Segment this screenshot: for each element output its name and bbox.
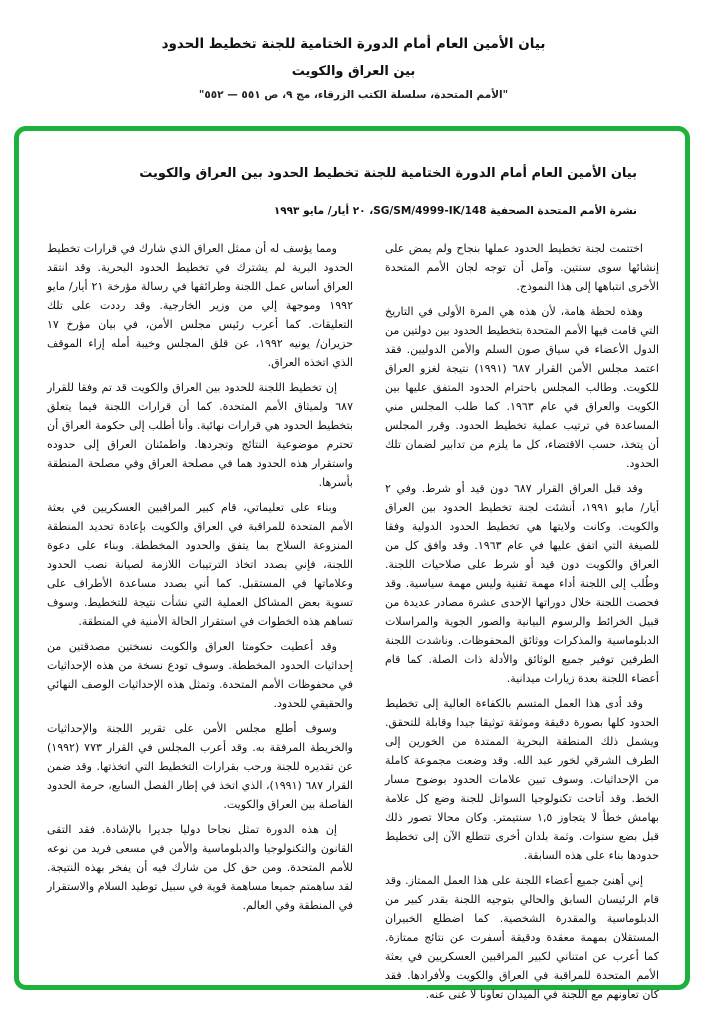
paragraph: إن تخطيط اللجنة للحدود بين العراق والكويت قد تم وفقا للقرار ٦٨٧ ولميثاق الأمم المتحدة. كما أن قرارات اللجنة فيما يتعلق بتخطيط الحدود هي قرارات نهائية. وأنا أطلب إلى حكومة العراق أن تحترم موضوعية النتائج وتجردها. واطمئنان العراق إلى حدوده واستقرار هذه الحدود هما في مصلحة العراق وفي مصلحة المنطقة بأسرها. (47, 381, 353, 489)
column-right (385, 239, 659, 1010)
document-title: بيان الأمين العام أمام الدورة الختامية للجنة تخطيط الحدود بين العراق والكويت (139, 166, 637, 181)
paragraph: ومما يؤسف له أن ممثل العراق الذي شارك في قرارات تخطيط الحدود البرية لم يشترك في تخطيط الحدود البحرية. وقد انتقد العراق أساس عمل اللجنة وطرائقها في رسالة مؤرخة ٢١ أيار/ مايو ١٩٩٢ وموجهة إلي من وزير الخارجية. وقد رددت على تلك التعليقات. كما أعرب رئيس مجلس الأمن، في بيان مؤرخ ١٧ حزيران/ يونيه ١٩٩٢، عن قلق المجلس وخيبة أمله إزاء الموقف الذي اتخذه العراق. (47, 242, 353, 369)
paragraph: إن هذه الدورة تمثل نجاحا دوليا جديرا بالإشادة. فقد التقى القانون والتكنولوجيا والدبلوماسية والأمن في مسعى فريد من نوعه للأمم المتحدة. ومن حق كل من شارك فيه أن يفخر بهذه النتيجة. لقد ساهمتم جميعا مساهمة قوية في سبيل توطيد السلام والاستقرار في المنطقة وفي العالم. (47, 823, 353, 912)
paragraph: وقد أعطيت حكومتا العراق والكويت نسختين مصدقتين من إحداثيات الحدود المخططة. وسوف تودع نسخة من هذه الإحداثيات في محفوظات الأمم المتحدة. وتمثل هذه الإحداثيات الوصف النهائي والحقيقي للحدود. (47, 640, 353, 710)
page-reference: "الأمم المتحدة، سلسلة الكتب الزرقاء، مج ٩، ص ٥٥١ — ٥٥٢" (198, 89, 509, 101)
paragraph: إني أهنئ جميع أعضاء اللجنة على هذا العمل الممتاز. وقد قام الرئيسان السابق والحالي بتوجيه اللجنة بقدر كبير من الدبلوماسية والمقدرة الشخصية. كما اضطلع الخبيران المستقلان بمهمة معقدة ودقيقة أسفرت عن نتائج ممتازة. كما أعرب عن امتناني لكبير المراقبين العسكريين في بعثة الأمم المتحدة للمراقبة في العراق والكويت ولأفرادها. فقد كان تعاونهم مع اللجنة في الميدان تعاونا لا غنى عنه. (385, 874, 659, 1001)
paragraph: وسوف أطلع مجلس الأمن على تقرير اللجنة والإحداثيات والخريطة المرفقة به. وقد أعرب المجلس في القرار ٧٧٣ (١٩٩٢) عن تقديره للجنة ورحب بقرارات التخطيط التي اتخذتها. وقد ضمن القرار ٦٨٧ (١٩٩١)، الذي اتخذ في إطار الفصل السابع، حرمة الحدود الفاصلة بين العراق والكويت. (47, 722, 353, 811)
paragraph: اختتمت لجنة تخطيط الحدود عملها بنجاح ولم يمض على إنشائها سوى سنتين. وآمل أن توجه لجان الأمم المتحدة الأخرى انتباهها إلى هذا النموذج. (385, 242, 659, 293)
document-frame (14, 126, 690, 1001)
document-source-line: نشرة الأمم المتحدة الصحفية SG/SM/4999-IK/148، ٢٠ أيار/ مايو ١٩٩٣ (273, 205, 637, 217)
page-title-line2: بين العراق والكويت (291, 64, 416, 79)
paragraph: وقد قبل العراق القرار ٦٨٧ دون قيد أو شرط. وفي ٢ أيار/ مايو ١٩٩١، أنشئت لجنة تخطيط الحدود بين العراق والكويت. وكانت ولايتها هي تخطيط الحدود الدولية وفقا للصيغة التي اتفق عليها في عام ١٩٦٣. وقد وافق كل من العراق والكويت دون قيد أو شرط على صلاحيات اللجنة. وطُلب إلى اللجنة أداء مهمة تقنية وليس مهمة سياسية. وقد فحصت اللجنة خلال دوراتها الإحدى عشرة مصادر عديدة من قبيل الخرائط والرسوم البيانية والصور الجوية والمراسلات الدبلوماسية والمذكرات ووثائق المحفوظات. وناشدت اللجنة الطرفين توفير جميع الوثائق والأدلة ذات الصلة. كما قام أعضاء اللجنة بعدة زيارات ميدانية. (385, 482, 660, 685)
document-body (43, 239, 659, 1010)
paragraph: وهذه لحظة هامة، لأن هذه هي المرة الأولى في التاريخ التي قامت فيها الأمم المتحدة بتخطيط الحدود بين دولتين من الدول الأعضاء في سياق صون السلم والأمن الدوليين. فقد اعتمد مجلس الأمن القرار ٦٨٧ (١٩٩١) نتيجة لغزو العراق للكويت. وطالب المجلس باحترام الحدود المتفق عليها بين الكويت والعراق في عام ١٩٦٣. كما طلب المجلس مني المساعدة في ترتيب عملية تخطيط الحدود. وقرر المجلس أن يتخذ، حسب الاقتضاء، كل ما يلزم من تدابير لضمان تلك الحدود. (385, 305, 660, 470)
column-left (47, 239, 353, 1010)
page-header (0, 34, 707, 101)
paragraph: وبناء على تعليماتي، قام كبير المراقبين العسكريين في بعثة الأمم المتحدة للمراقبة في العراق والكويت بإعادة تحديد المنطقة المنزوعة السلاح بما يتفق والحدود المخططة. وبناء على دعوة اللجنة، فإني بصدد اتخاذ الترتيبات اللازمة لصيانة نصب الحدود وعلاماتها في المستقبل. كما أني بصدد مساعدة الأطراف على تسوية بعض المشاكل العملية التي نشأت نتيجة للتخطيط. وسوف تساهم هذه الخطوات في استقرار الحالة الأمنية في المنطقة. (47, 501, 353, 628)
page-title-line1: بيان الأمين العام أمام الدورة الختامية للجنة تخطيط الحدود (161, 36, 546, 52)
paragraph: وقد أدى هذا العمل المتسم بالكفاءة العالية إلى تخطيط الحدود كلها بصورة دقيقة وموثقة توثيقا جيدا وقابلة للتحقق. ويشمل ذلك المنطقة البحرية الممتدة من الخورين إلى الطرف الشرقي لخور عبد الله. وقد وضعت مجموعة كاملة من الإحداثيات. وسوف تبين علامات الحدود بوضوح مسار الخط. وقد أتاحت تكنولوجيا السواتل للجنة وضع كل علامة بهامش خطأ لا يتجاوز ١,٥ سنتيمتر. وكان محالا تصور ذلك قبل بضع سنوات. وثمة بلدان أخرى تتطلع الآن إلى تخطيط حدودها بناء على هذه السابقة. (385, 697, 659, 862)
